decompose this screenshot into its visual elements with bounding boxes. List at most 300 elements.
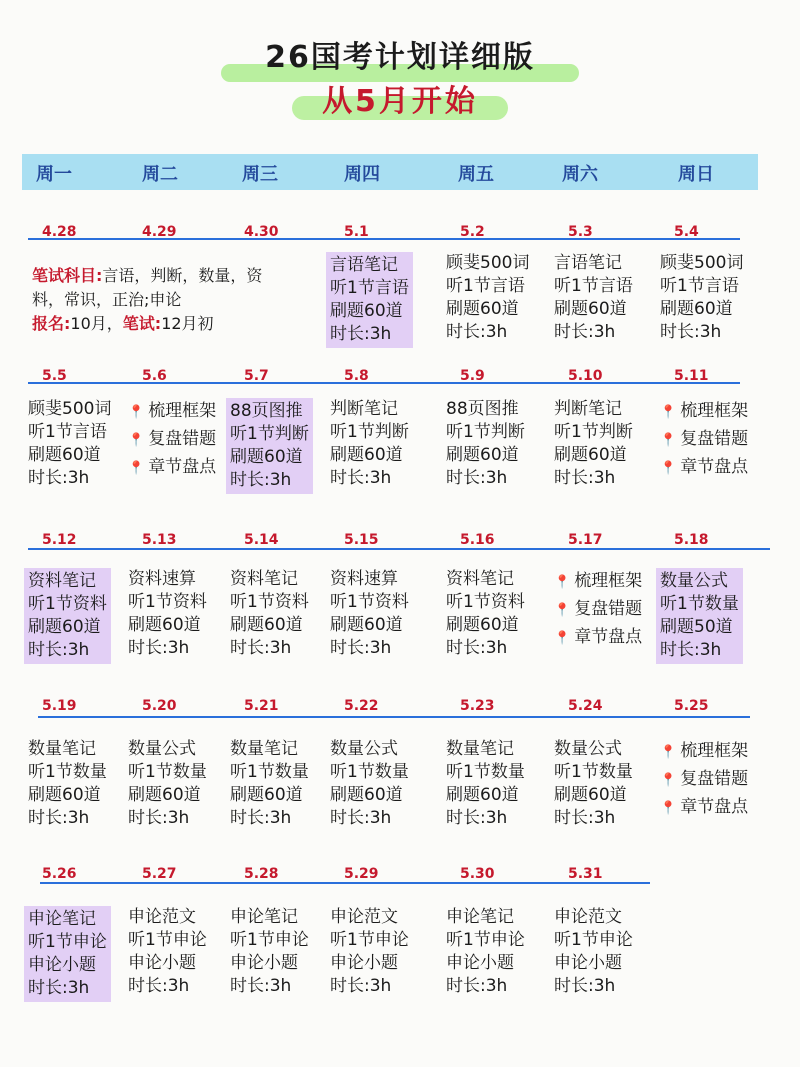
plan-text: 听1节判断 (554, 422, 633, 442)
pushpin-icon: 📍 (660, 433, 677, 448)
date-label: 5.4 (674, 224, 699, 240)
weekday-thu: 周四 (344, 164, 380, 185)
plan-text: 听1节言语 (446, 276, 525, 296)
review-task (554, 624, 642, 652)
plan-line (128, 591, 207, 614)
plan-line (28, 738, 107, 761)
day-plan (326, 252, 413, 348)
exam-value: 12月初 (161, 314, 214, 333)
plan-text: 复盘错题 (680, 429, 749, 449)
day-plan (330, 738, 409, 830)
plan-text: 刷题60道 (330, 615, 403, 635)
plan-line (554, 761, 633, 784)
date-label: 5.14 (244, 532, 279, 548)
plan-text: 资料速算 (330, 569, 398, 589)
date-label: 5.5 (42, 368, 67, 384)
pushpin-icon: 📍 (660, 461, 677, 476)
plan-line (660, 298, 743, 321)
plan-text: 申论小题 (128, 953, 196, 973)
day-plan (554, 252, 633, 344)
plan-line (554, 929, 633, 952)
plan-line (446, 614, 525, 637)
plan-line (230, 975, 309, 998)
plan-text: 听1节数量 (128, 762, 207, 782)
plan-line (330, 761, 409, 784)
plan-line (446, 568, 525, 591)
review-task (554, 568, 642, 596)
date-label: 5.6 (142, 368, 167, 384)
plan-text: 听1节申论 (554, 930, 633, 950)
plan-text: 申论小题 (28, 955, 96, 975)
plan-text: 刷题60道 (28, 617, 101, 637)
plan-line (330, 975, 409, 998)
plan-text: 时长:3h (554, 322, 616, 342)
plan-text: 刷题60道 (330, 445, 403, 465)
pushpin-icon: 📍 (554, 603, 571, 618)
plan-line (660, 639, 739, 662)
plan-line (554, 738, 633, 761)
plan-line (446, 952, 525, 975)
date-label: 5.20 (142, 698, 177, 714)
plan-text: 申论范文 (330, 907, 398, 927)
plan-text: 听1节申论 (128, 930, 207, 950)
subject-label: 笔试科目: (32, 266, 103, 285)
plan-text: 资料笔记 (230, 569, 298, 589)
review-task (660, 454, 748, 482)
plan-line (28, 761, 107, 784)
plan-text: 听1节判断 (230, 424, 309, 444)
plan-text: 数量笔记 (28, 739, 96, 759)
plan-text: 听1节申论 (230, 930, 309, 950)
weekday-mon: 周一 (36, 164, 72, 185)
plan-line (554, 252, 633, 275)
plan-text: 听1节数量 (330, 762, 409, 782)
plan-line (230, 446, 309, 469)
plan-text: 时长:3h (28, 808, 90, 828)
review-task (554, 596, 642, 624)
plan-text: 时长:3h (230, 808, 292, 828)
plan-text: 听1节资料 (128, 592, 207, 612)
date-label: 5.25 (674, 698, 709, 714)
plan-line (28, 444, 111, 467)
plan-text: 顾斐500词 (446, 253, 530, 273)
weekday-sun: 周日 (678, 164, 714, 185)
plan-line (446, 929, 525, 952)
plan-line (330, 444, 409, 467)
pushpin-icon: 📍 (554, 631, 571, 646)
plan-line (660, 616, 739, 639)
plan-line (330, 591, 409, 614)
plan-text: 听1节数量 (554, 762, 633, 782)
plan-line (128, 784, 207, 807)
review-task (660, 766, 748, 794)
plan-text: 时长:3h (28, 640, 90, 660)
date-label: 5.23 (460, 698, 495, 714)
plan-text: 听1节资料 (446, 592, 525, 612)
plan-line (660, 593, 739, 616)
plan-text: 时长:3h (230, 976, 292, 996)
plan-line (330, 738, 409, 761)
plan-text: 梳理框架 (680, 741, 749, 761)
plan-text: 资料笔记 (28, 571, 96, 591)
day-plan (330, 568, 409, 660)
plan-line (446, 906, 525, 929)
plan-text: 时长:3h (446, 468, 508, 488)
plan-text: 梳理框架 (574, 571, 643, 591)
date-label: 5.12 (42, 532, 77, 548)
plan-text: 时长:3h (554, 976, 616, 996)
plan-line (330, 807, 409, 830)
exam-info-line-3 (32, 312, 262, 336)
plan-text: 听1节申论 (330, 930, 409, 950)
plan-text: 时长:3h (128, 808, 190, 828)
plan-text: 时长:3h (554, 808, 616, 828)
plan-text: 听1节言语 (554, 276, 633, 296)
pushpin-icon: 📍 (660, 801, 677, 816)
plan-line (554, 906, 633, 929)
day-plan (446, 398, 525, 490)
pushpin-icon: 📍 (660, 405, 677, 420)
title-wrap (0, 38, 800, 78)
date-label: 5.24 (568, 698, 603, 714)
plan-text: 时长:3h (554, 468, 616, 488)
plan-line (330, 614, 409, 637)
plan-text: 时长:3h (330, 976, 392, 996)
day-plan (128, 398, 216, 482)
plan-text: 刷题60道 (660, 299, 733, 319)
day-plan (330, 906, 409, 998)
plan-line (128, 738, 207, 761)
week-date-line (38, 716, 750, 718)
day-plan (554, 906, 633, 998)
day-plan (28, 738, 107, 830)
date-label: 5.3 (568, 224, 593, 240)
plan-text: 章节盘点 (680, 797, 749, 817)
plan-text: 时长:3h (330, 468, 392, 488)
exam-info-line-2 (32, 288, 262, 312)
day-plan (24, 568, 111, 664)
plan-line (28, 908, 107, 931)
plan-line (446, 252, 529, 275)
date-label: 5.18 (674, 532, 709, 548)
plan-text: 数量笔记 (230, 739, 298, 759)
plan-line (446, 421, 525, 444)
plan-text: 数量笔记 (446, 739, 514, 759)
plan-line (330, 254, 409, 277)
date-label: 4.28 (42, 224, 77, 240)
reg-value: 10月， (70, 314, 123, 333)
plan-text: 时长:3h (446, 976, 508, 996)
week-date-line (40, 882, 650, 884)
plan-text: 刷题60道 (230, 615, 303, 635)
plan-text: 刷题60道 (28, 785, 101, 805)
date-label: 5.28 (244, 866, 279, 882)
review-task (660, 398, 748, 426)
plan-text: 复盘错题 (680, 769, 749, 789)
date-label: 5.10 (568, 368, 603, 384)
plan-line (446, 807, 525, 830)
plan-text: 刷题60道 (128, 785, 201, 805)
plan-text: 88页图推 (446, 399, 519, 419)
plan-text: 资料速算 (128, 569, 196, 589)
plan-text: 听1节数量 (660, 594, 739, 614)
plan-line (330, 637, 409, 660)
weekday-sat: 周六 (562, 164, 598, 185)
plan-line (446, 591, 525, 614)
plan-text: 刷题60道 (446, 445, 519, 465)
plan-line (28, 639, 107, 662)
plan-text: 听1节言语 (330, 278, 409, 298)
date-label: 5.31 (568, 866, 603, 882)
plan-text: 申论小题 (554, 953, 622, 973)
day-plan (554, 398, 633, 490)
plan-line (446, 738, 525, 761)
plan-line (446, 298, 529, 321)
plan-line (28, 977, 107, 1000)
plan-text: 复盘错题 (574, 599, 643, 619)
plan-line (554, 784, 633, 807)
plan-line (128, 906, 207, 929)
plan-text: 听1节言语 (28, 422, 107, 442)
date-label: 5.9 (460, 368, 485, 384)
plan-line (28, 421, 111, 444)
subjects-2: 料，常识，正治;申论 (32, 290, 182, 309)
date-label: 5.26 (42, 866, 77, 882)
subjects-1: 言语，判断，数量，资 (102, 266, 263, 285)
review-task (660, 794, 748, 822)
plan-text: 时长:3h (330, 324, 392, 344)
review-task (128, 398, 216, 426)
week-date-line (28, 382, 740, 384)
plan-line (230, 761, 309, 784)
plan-line (128, 952, 207, 975)
plan-line (330, 784, 409, 807)
day-plan (554, 738, 633, 830)
plan-text: 听1节判断 (446, 422, 525, 442)
review-task (660, 426, 748, 454)
plan-line (230, 568, 309, 591)
plan-text: 听1节数量 (230, 762, 309, 782)
plan-line (660, 570, 739, 593)
plan-text: 复盘错题 (148, 429, 217, 449)
plan-line (28, 954, 107, 977)
plan-text: 听1节判断 (330, 422, 409, 442)
plan-text: 申论范文 (128, 907, 196, 927)
plan-text: 言语笔记 (330, 255, 398, 275)
plan-text: 申论笔记 (446, 907, 514, 927)
plan-line (446, 975, 525, 998)
plan-line (330, 906, 409, 929)
pushpin-icon: 📍 (128, 433, 145, 448)
date-label: 5.16 (460, 532, 495, 548)
plan-line (446, 467, 525, 490)
plan-text: 时长:3h (28, 978, 90, 998)
day-plan (446, 252, 529, 344)
plan-line (660, 252, 743, 275)
plan-line (230, 637, 309, 660)
plan-text: 88页图推 (230, 401, 303, 421)
pushpin-icon: 📍 (660, 773, 677, 788)
plan-text: 梳理框架 (680, 401, 749, 421)
day-plan (656, 568, 743, 664)
plan-line (28, 931, 107, 954)
day-plan (230, 568, 309, 660)
plan-text: 刷题60道 (446, 299, 519, 319)
plan-text: 判断笔记 (330, 399, 398, 419)
plan-line (554, 298, 633, 321)
plan-line (28, 593, 107, 616)
plan-line (554, 321, 633, 344)
plan-line (28, 807, 107, 830)
review-task (128, 426, 216, 454)
plan-line (230, 906, 309, 929)
plan-text: 刷题60道 (446, 785, 519, 805)
plan-line (554, 807, 633, 830)
plan-text: 听1节言语 (660, 276, 739, 296)
week-date-line (28, 238, 740, 240)
plan-text: 刷题60道 (446, 615, 519, 635)
date-label: 5.19 (42, 698, 77, 714)
plan-text: 时长:3h (446, 638, 508, 658)
weekday-wed: 周三 (242, 164, 278, 185)
plan-text: 时长:3h (660, 322, 722, 342)
date-label: 5.7 (244, 368, 269, 384)
week-date-line (28, 548, 770, 550)
plan-line (446, 761, 525, 784)
plan-line (330, 300, 409, 323)
plan-line (128, 761, 207, 784)
date-label: 4.30 (244, 224, 279, 240)
date-label: 5.22 (344, 698, 379, 714)
day-plan (128, 568, 207, 660)
plan-line (330, 952, 409, 975)
exam-info (32, 264, 262, 336)
pushpin-icon: 📍 (128, 405, 145, 420)
subtitle-wrap (0, 82, 800, 122)
plan-text: 顾斐500词 (660, 253, 744, 273)
plan-line (128, 975, 207, 998)
plan-line (230, 469, 309, 492)
plan-text: 听1节资料 (28, 594, 107, 614)
review-task (128, 454, 216, 482)
plan-line (446, 275, 529, 298)
plan-line (330, 467, 409, 490)
day-plan (24, 906, 111, 1002)
plan-text: 时长:3h (128, 638, 190, 658)
plan-line (230, 807, 309, 830)
plan-line (660, 275, 743, 298)
date-label: 5.17 (568, 532, 603, 548)
date-label: 5.27 (142, 866, 177, 882)
date-label: 5.8 (344, 368, 369, 384)
plan-text: 数量公式 (554, 739, 622, 759)
pushpin-icon: 📍 (128, 461, 145, 476)
plan-line (446, 321, 529, 344)
plan-text: 顾斐500词 (28, 399, 112, 419)
plan-text: 刷题60道 (554, 299, 627, 319)
day-plan (128, 738, 207, 830)
plan-line (230, 591, 309, 614)
plan-line (128, 929, 207, 952)
date-label: 5.30 (460, 866, 495, 882)
weekday-tue: 周二 (142, 164, 178, 185)
plan-line (230, 952, 309, 975)
plan-text: 章节盘点 (574, 627, 643, 647)
weekday-fri: 周五 (458, 164, 494, 185)
plan-line (554, 444, 633, 467)
plan-line (128, 637, 207, 660)
day-plan (446, 906, 525, 998)
plan-line (128, 568, 207, 591)
day-plan (230, 906, 309, 998)
plan-line (128, 614, 207, 637)
day-plan (554, 568, 642, 652)
review-task (660, 738, 748, 766)
plan-text: 申论笔记 (28, 909, 96, 929)
plan-line (28, 467, 111, 490)
page-title: 26国考计划详细版 (251, 38, 549, 78)
plan-line (230, 738, 309, 761)
pushpin-icon: 📍 (554, 575, 571, 590)
reg-label: 报名: (32, 314, 71, 333)
day-plan (446, 568, 525, 660)
plan-line (330, 421, 409, 444)
plan-text: 申论小题 (446, 953, 514, 973)
plan-text: 时长:3h (330, 808, 392, 828)
plan-text: 梳理框架 (148, 401, 217, 421)
plan-line (446, 444, 525, 467)
plan-text: 时长:3h (446, 322, 508, 342)
day-plan (230, 738, 309, 830)
plan-text: 章节盘点 (148, 457, 217, 477)
plan-text: 判断笔记 (554, 399, 622, 419)
plan-line (28, 784, 107, 807)
plan-text: 数量公式 (660, 571, 728, 591)
plan-text: 刷题60道 (554, 785, 627, 805)
date-label: 5.11 (674, 368, 709, 384)
weekday-bar (22, 154, 758, 190)
plan-text: 时长:3h (330, 638, 392, 658)
plan-text: 听1节数量 (28, 762, 107, 782)
plan-text: 听1节数量 (446, 762, 525, 782)
plan-line (230, 423, 309, 446)
pushpin-icon: 📍 (660, 745, 677, 760)
plan-text: 时长:3h (128, 976, 190, 996)
plan-text: 刷题60道 (330, 785, 403, 805)
day-plan (28, 398, 111, 490)
plan-line (554, 952, 633, 975)
plan-text: 刷题60道 (128, 615, 201, 635)
plan-line (554, 975, 633, 998)
date-label: 5.1 (344, 224, 369, 240)
plan-text: 刷题60道 (28, 445, 101, 465)
plan-line (446, 398, 525, 421)
plan-line (554, 275, 633, 298)
day-plan (330, 398, 409, 490)
plan-text: 申论范文 (554, 907, 622, 927)
plan-text: 听1节资料 (330, 592, 409, 612)
plan-text: 时长:3h (28, 468, 90, 488)
plan-line (28, 398, 111, 421)
exam-label: 笔试: (122, 314, 162, 333)
plan-line (230, 400, 309, 423)
day-plan (660, 738, 748, 822)
plan-text: 听1节资料 (230, 592, 309, 612)
plan-text: 刷题50道 (660, 617, 733, 637)
plan-line (230, 614, 309, 637)
plan-line (554, 467, 633, 490)
plan-text: 刷题60道 (230, 785, 303, 805)
